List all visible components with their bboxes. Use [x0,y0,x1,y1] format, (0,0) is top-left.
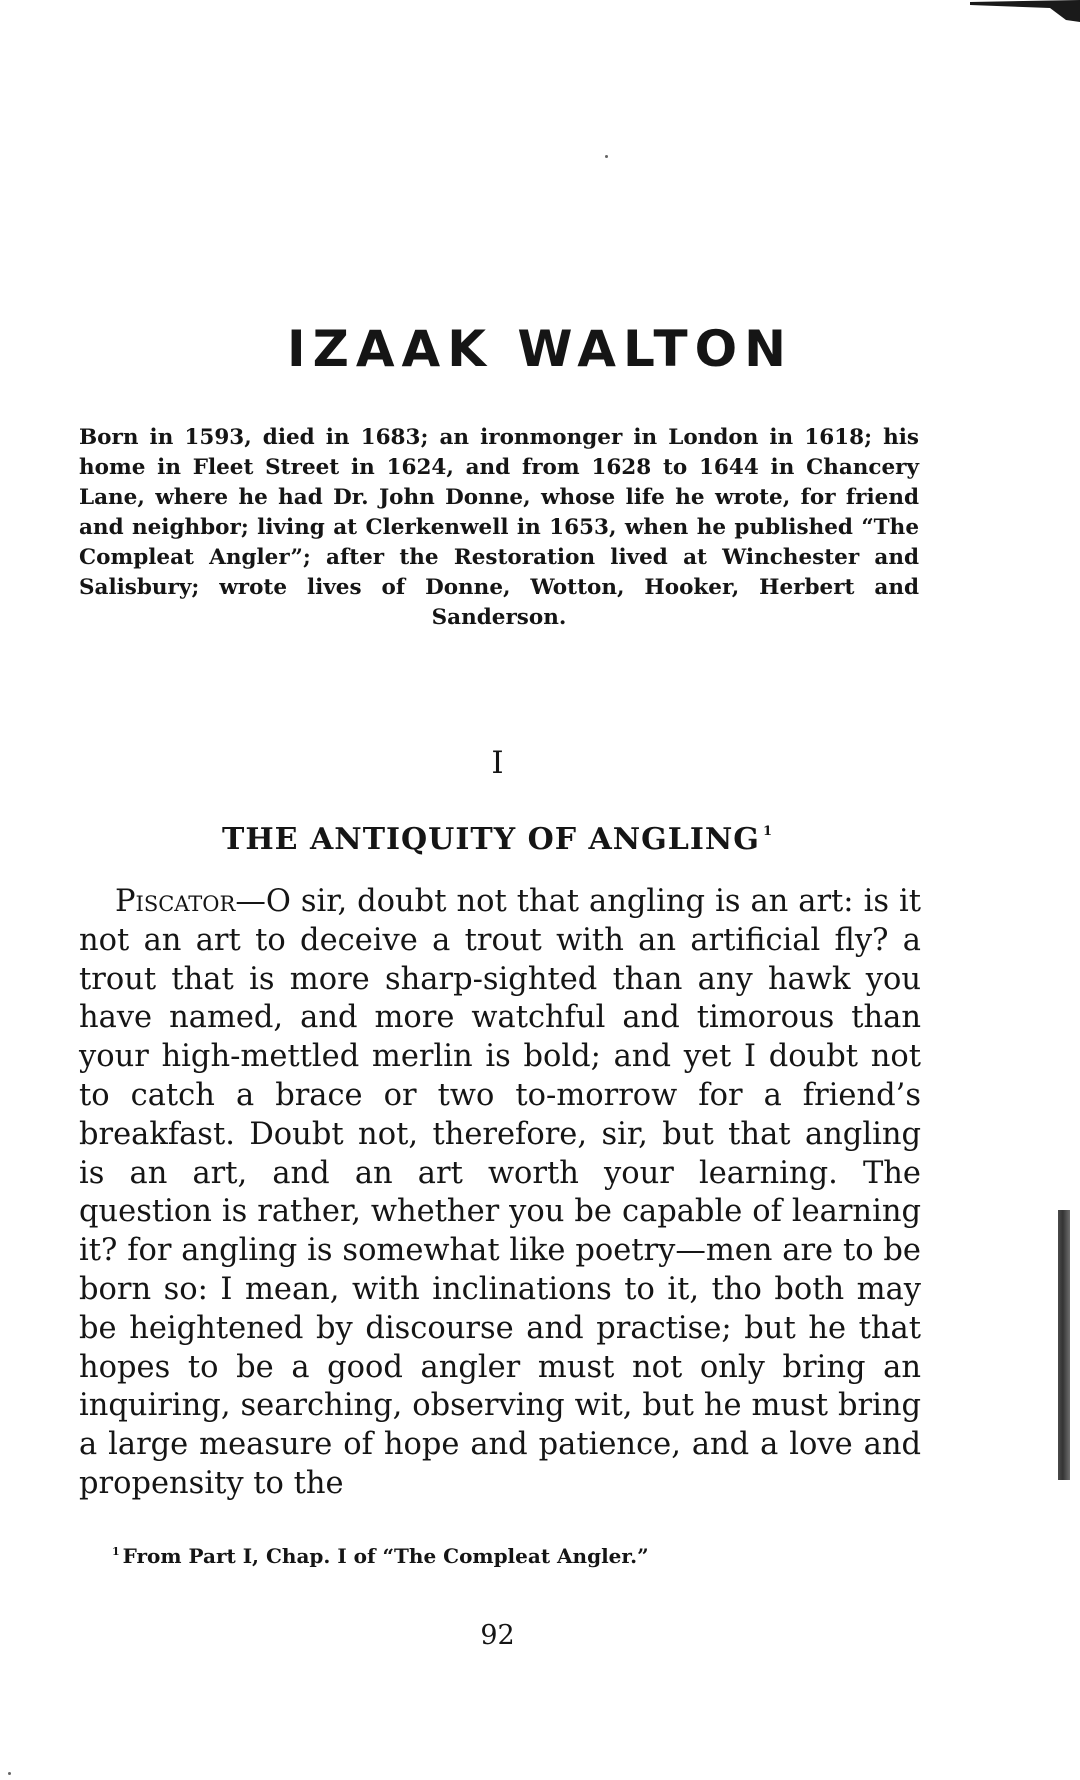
paper-speck [605,155,608,158]
paper-speck [8,1772,11,1775]
page-corner-shadow [970,0,1080,26]
chapter-title-text: THE ANTIQUITY OF ANGLING [222,822,760,857]
footnote-text: From Part I, Chap. I of “The Compleat Angler.” [122,1544,649,1568]
page-edge-shadow [1058,1210,1070,1480]
author-heading: IZAAK WALTON [286,320,794,378]
footnote-marker: 1 [112,1545,120,1558]
page-number: 92 [480,1620,515,1651]
chapter-body [79,883,921,1504]
chapter-title [80,822,915,857]
footnote-reference: 1 [762,824,773,839]
speaker-name: Piscator [115,884,236,919]
chapter-body-text: —O sir, doubt not that angling is an art: is it not an art to deceive a trout with an artificial fly? a trout that is more sharp-sighted than any hawk you have named, and more watchful and timorous than your high-mettled merlin is bold; and yet I doubt not to catch a brace or two to-morrow for a friend’s breakfast. Doubt not, therefore, sir, but that angling is an art, and an art worth your learning. The question is rather, whether you be capable of learning it? for angling is somewhat like poetry—men are to be born so: I mean, with inclinations to it, tho both may be heightened by discourse and practise; but he that hopes to be a good angler must not only bring an inquiring, searching, observing wit, but he must bring a large measure of hope and patience, and a love and propensity to the [79,884,921,1501]
chapter-number: I [491,745,504,781]
footnote [112,1544,932,1568]
author-biography: Born in 1593, died in 1683; an ironmonger in London in 1618; his home in Fleet Street in 1624, and from 1628 to 1644 in Chancery Lane, where he had Dr. John Donne, whose life he wrote, for friend and neighbor; living at Clerkenwell in 1653, when he published “The Compleat Angler”; after the Restoration lived at Winchester and Salisbury; wrote lives of Donne, Wotton, Hooker, Herbert and Sanderson. [79,425,919,630]
